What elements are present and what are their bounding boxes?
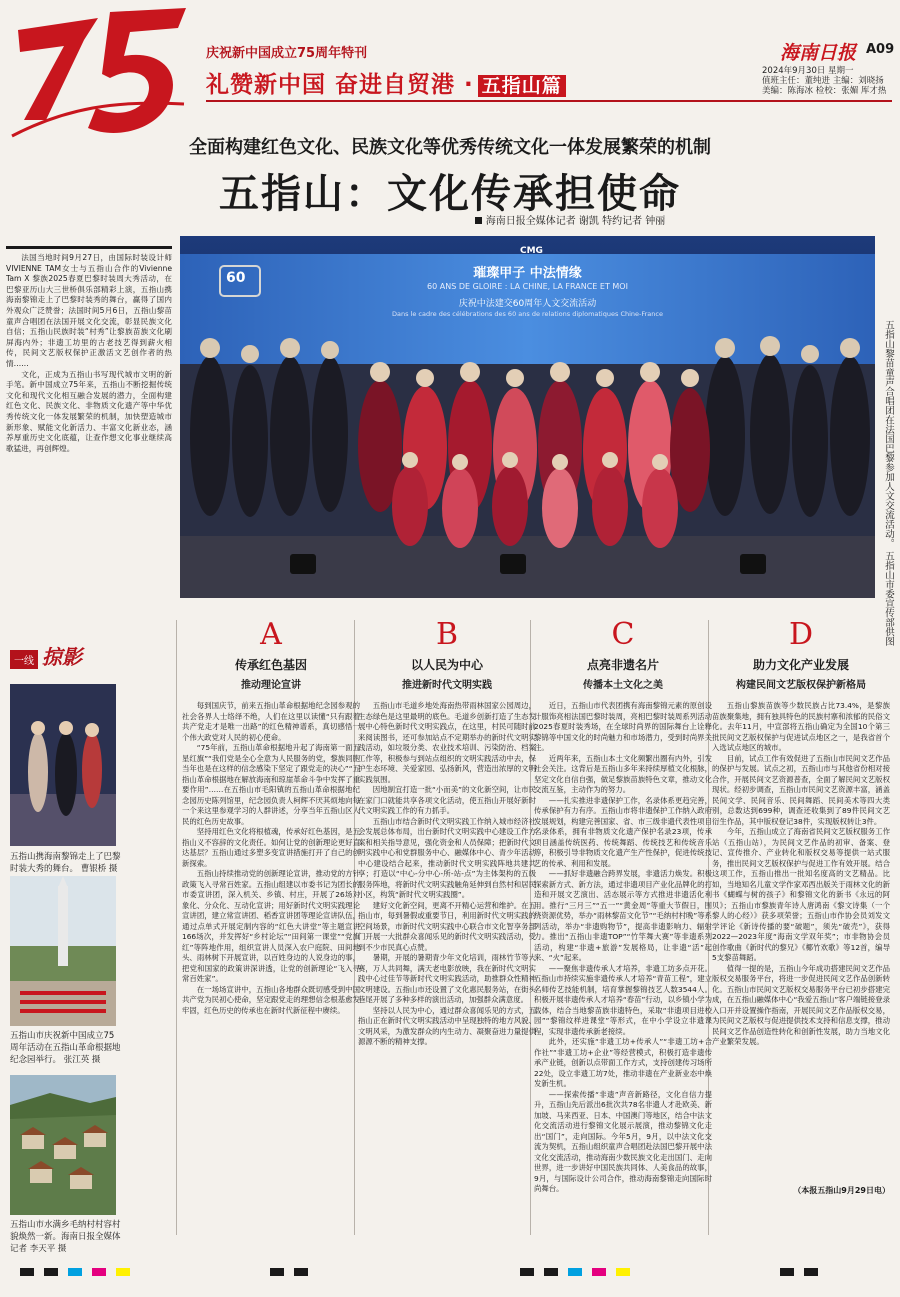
intro-paragraph: 法国当地时间9月27日，由国际时装设计师VIVIENNE TAM女士与五指山合作的Vivienne Tam X 黎族2025春夏巴黎时装周大秀活动，在巴黎亚历山大三世桥俱乐部精彩上演，五指山携海南黎锦走上了巴黎时装秀的舞台，赢得了国内外观众广泛赞誉；法国时间5月6日，五指山黎苗童声合唱团在法国开展文化交流，彰显民族文化自信；五指山民族时装“村秀”让黎族苗族文化刷屏海内外；非遗工坊里的古老技艺得到薪火相传，民间文艺版权保护正激活文艺创作者的热情…… [6, 253, 172, 368]
photo-section-tag: 一线 [10, 650, 38, 669]
photo-caption: 五指山市水满乡毛纳村村容村貌焕然一新。海南日报全媒体记者 李天平 摄 [10, 1220, 121, 1254]
article-subhead: 全面构建红色文化、民族文化等优秀传统文化一体发展繁荣的机制 [189, 137, 711, 158]
section-paragraph: ——扎实推进非遗保护工作，名录体系更趋完善，传承保护有力有序。五指山市将非遗保护工作纳入政府发展规划，构建完善国家、省、市三级非遗代表性项目名录体系，拥有非物质文化遗产保护名录23项，传承项目涵盖传统医药、传统舞蹈、传统技艺和传统音乐等，积极引导非物质文化遗产生产性保护，促进传统技艺的传承、利用和发展。 [534, 795, 712, 868]
design-line: 美编：陈海冰 检校：张媚 厍才热 [762, 86, 887, 96]
section-paragraph: 坚持用红色文化将根植魂，传承好红色基因，是五指山义不容辞的文化责任。如何让党的创新理论更好直达基层？五指山通过多塑多变宣讲措施打开了自己的创新探索。 [182, 827, 360, 868]
anniversary-75-logo [6, 8, 192, 143]
section-paragraph: 五指山市结合新时代文明实践工作纳入城市经济社会发展总体布局，出台新时代文明实践中心建设工作方案和相关指导意见，强化资金和人员保障；把新时代文明实践中心和党群服务中心、融媒体中心、青少年活动中心建设结合起来，推动新时代文明实践阵地共建共享；打造以“中心-分中心-所-站-点”为主体架构的五级服务阵地，将新时代文明实践触角延伸到自然村和居民小区，构筑“新时代文明实践圈”。 [358, 816, 536, 899]
photo-caption: 五指山携海南黎锦走上了巴黎时装大秀的舞台。 曹银桥 摄 [10, 852, 121, 874]
section-title: 传承红色基因 [234, 658, 307, 672]
hero-caption: 五指山黎苗童声合唱团在法国巴黎参加人文交流活动。 五指山市委宣传部供图 [883, 320, 894, 647]
section-paragraph: 近日，五指山市代表团携有海南黎锦元素的原创设计服饰亮相法国巴黎时装周，亮相巴黎时装周系列活动2025春夏时装秀场，在全球时尚界的国际舞台上诠释黎锦等中国文化的时尚魅力和市场潜力，受到时尚界关注。 [534, 701, 712, 752]
section-title: 以人民为中心 [410, 658, 483, 672]
section-subtitle: 推进新时代文明实践 [402, 680, 492, 691]
page-number: A09 [866, 42, 895, 57]
hero-banner-event: 庆祝中法建交60周年人文交流活动 [458, 299, 597, 309]
article-headline: 五指山：文化传承担使命 [219, 170, 681, 217]
section-b [358, 618, 536, 1266]
fashion-show-photo [10, 684, 116, 846]
section-paragraph: “75年前，五指山革命根据地升起了海南第一面五星红旗”“我们党是全心全意为人民服务的党，黎族同胞当年也是在这样的信念感染下坚定了跟党走的决心”“五指山革命根据地在解放海南和琼崖革命斗争中发挥了重要作用”……在五指山市毛阳镇的五指山革命根据地纪念园历史陈列馆里，纪念园负责人柯辉不厌其烦地向每一个来这里参观学习的人群讲述，分享当年五指山区人民的红色历史故事。 [182, 743, 360, 826]
section-paragraph: ——聚焦非遗传承人才培养，非遗工坊多点开花。五指山市持续实施非遗传承人才培养“青苗工程”，建立名师传艺技能机制，培育掌握黎锦技艺人数3544人。积极开展非遗传承人才培养“春苗”行动，以乡镇小学为载体，结合当地黎苗族非遗特色，采取“非遗项目进校园”“黎锦纹样进课堂”等形式，在中小学设立非遗课程，实现非遗传承新老接续。 [534, 963, 712, 1036]
column-divider [176, 620, 177, 1235]
section-subtitle: 构建民间文艺版权保护新格局 [736, 680, 866, 691]
section-paragraph: 近两年来，五指山本土文化频繁出圈有内外，引发社会关注。这背后是五指山多年来持续厚植文化根脉，坚定文化自信自强，做足黎族苗族特色文章，推动文化交流互鉴，主动作为的努力。 [534, 753, 712, 794]
special-issue-slogan [206, 66, 566, 99]
issue-meta [762, 66, 886, 96]
section-letter: A [260, 617, 282, 652]
section-paragraph: ——抓好非遗融合跨界发展，非遗活力焕发。积极探索新方式、新方法，通过非遗项目产业化品牌化的打造和开展文艺演出、活态展示等方式推进非遗活化利用。推行“三月三”“五一”“黄金周”等重大节假日，围绕资源优势，举办“雨林黎苗文化节”“毛纳村村晚”等系列活动，举办“非遗购物节”，提高非遗影响力、辐射力。推出“五指山非遗TOP”“竹竿舞大赛”等非遗系列活动，构建“非遗+旅游”发展格局，让非遗“活”起来、“火”起来。 [534, 869, 712, 962]
intro-paragraph: 文化，正成为五指山书写现代城市文明的新手笔。新中国成立75年来，五指山不断挖掘传统文化和现代文化相互融合发展的潜力，全面构建红色文化、民族文化、非物质文化遗产等中华优秀传统文化一体发展繁荣的机制，加快塑造城市新形象、赋能文化新活力、丰富文化新业态，涵养厚重历史文化底蕴，让查作想文化事业继续高歌猛进，再创辉煌。 [6, 369, 172, 453]
photo-section-header [10, 641, 170, 671]
section-letter: B [435, 617, 459, 652]
hero-banner-french-sub: Dans le cadre des célébrations des 60 ans de relations diplomatiques Chine-France [392, 310, 663, 318]
section-title: 助力文化产业发展 [752, 658, 849, 672]
section-letter: C [611, 617, 635, 652]
section-subtitle: 推动理论宣讲 [241, 680, 301, 691]
hero-photo [180, 236, 875, 598]
hero-banner-title: 璀璨甲子 中法情缘 [473, 266, 582, 281]
article-byline [0, 212, 900, 227]
print-registration-marks [20, 1268, 880, 1276]
hero-banner-french: 60 ANS DE GLOIRE : LA CHINE, LA FRANCE ET MOI [427, 282, 628, 291]
section-paragraph: 此外，还实施“非遗工坊+传承人”“非遗工坊+合作社”“非遗工坊+企业”等经营模式，积极打造非遗传承产业链，创新以点带面工作方式，支持创建传习场所22处，设立非遗工坊7处，推动非遗在产业新业态中焕发新生机。 [534, 1037, 712, 1088]
photo-caption: 五指山市庆祝新中国成立75周年活动在五指山革命根据地纪念园举行。 张江英 摄 [10, 1031, 121, 1065]
section-title: 点亮非遗名片 [586, 658, 659, 672]
section-paragraph: ——探索传播“非遗”声音新路径，文化自信力提升，五指山先后派出6批次共78名非遗人才赴欧美、新加坡、马来西亚、日本、中国澳门等地区，结合中法文化交流活动进行黎锦文化展示展演，推动黎锦文化走出“国门”，走向国际。今年5月，9月，以中法文化交流为契机，五指山组织童声合唱团赴法国巴黎开展中法文化交流活动，推动海南少数民族文化走出国门、走向世界，进一步讲好中国民族共同体、人美食品的故事，9月，与国际设计公司合作，推动海南黎锦走向国际时尚舞台。 [534, 1089, 712, 1193]
section-paragraph: 因地制宜打造一批“小而美”的文化新空间，让市民在家门口就能共享各项文化活动，使五指山开展好新时代文明实践工作的有力抓手。 [358, 785, 536, 815]
section-paragraph: 坚持以人民为中心，通过群众喜闻乐见的方式，五指山正在新时代文明实践活动中呈现独特的地方风貌、文明风采，为激发群众的内生动力、凝聚奋进力量提供源源不断的精神支撑。 [358, 1005, 536, 1046]
photo-section-title: 掠影 [42, 645, 82, 669]
section-paragraph: 建好文化新空间，更离不开精心运营和维护。在五指山市，每到暑假或重要节日，利用新时代文明实践的空间场景，市新时代文明实践中心联合市文化智享务部门开展一大批群众喜闻乐见的新时代文明实践活动，受到不少市民真心点赞。 [358, 900, 536, 952]
slogan-text: 礼赞新中国 奋进自贸港 · [206, 72, 474, 98]
section-paragraph: 五指山持续推动党的创新理论宣讲，推动党的方针政策飞入寻常百姓家。五指山组建以市委书记为团长的市委宣讲团，深入机关、乡镇、村庄，开展了26场对象化、分众化、互动化宣讲；用好新时代文明实践理论宣讲团，建立常宣讲团、稻香宣讲团等理论宣讲队伍，通过点单式开展定制内容的“红色大讲堂”等主题宣讲166场次，并发挥好“乡村论坛”“田间第一课堂”“党旗红”等阵地作用，组织宣讲人员深入农户庭院、田间地头、雨林树下开展宣讲，以百姓身边的人说身边的事，把党和国家的政策讲深讲透，让党的创新理论“飞入寻常百姓家”。 [182, 869, 360, 983]
hero-logo-cmg: CMG [520, 246, 543, 256]
header-divider [206, 100, 892, 102]
section-body [712, 701, 890, 1207]
editor-line: 值班主任：董纯进 主编：刘晓扬 [762, 76, 884, 86]
section-paragraph: 值得一提的是，五指山今年成功搭建民间文艺作品版权交易服务平台，将进一步促进民间文艺作品创新转化。五指山市民间文艺版权交易服务平台已初步搭建完成，在五指山融媒体中心“我爱五指山”客户端链接登录入口开并设置操作指南，开展民间文艺作品版权交易，为民间文艺版权与促进提供技术支持和信息支撑，推动民间文艺作品创造性转化和创新性发展，助力当地文化产业繁荣发展。 [712, 963, 890, 1046]
section-body [182, 701, 360, 1266]
section-c [534, 618, 712, 1266]
special-issue-kicker: 庆祝新中国成立75周年特刊 [206, 46, 368, 61]
section-body [358, 701, 536, 1266]
hero-logo-60: 60 [226, 270, 246, 286]
section-paragraph: 五指山黎族苗族等少数民族占比73.4%，是黎族苗族聚集地，拥有独具特色的民族村寨和浓郁的民俗文化。去年11月，中宣部将五指山确定为全国10个第三批民间文艺版权保护与促进试点地区之一，是我省首个入选试点地区的城市。 [712, 701, 890, 752]
section-paragraph: 五指山市毛道乡地处海南热带雨林国家公园周边，生态绿色是这里最明的底色。毛道乡创新打造了生态发展中心特色新时代文明实践点，在这里，村民可随时前来阅读图书，还可参加站点不定期举办的新时代文明实践活动，如垃圾分类、农业技术培训、污染防治、档案工作等，积极参与到站点组织的文明实践活动中去，保护生态环境、关爱家园、弘扬新风，营造出浓厚的文明实践氛围。 [358, 701, 536, 784]
byline-marker-icon [475, 217, 482, 224]
dateline-credit: （本报五指山9月29日电） [793, 1186, 890, 1195]
section-subtitle: 传播本土文化之美 [583, 680, 663, 691]
section-d [712, 618, 890, 1207]
section-body [534, 701, 712, 1266]
section-paragraph: 每到国庆节，前来五指山革命根据地纪念园参观的社会各界人士络绎不绝，人们在这里以读懂“只有跟着共产党走才是唯一出路”的红色精神谱系，真切感悟一个伟大政党对人民的初心使命。 [182, 701, 360, 742]
byline-text: 海南日报全媒体记者 谢凯 特约记者 钟丽 [485, 216, 666, 227]
section-paragraph: 暑期，开展的暑期青少年文化培训，雨林竹节等大赛，万人共同舞，满天老电影放映，我在新时代文明实践中心过佳节等新时代文明实践活动，助推群众性精神文明建设。五指山市还设置了文化惠民服务站，在街头巷尾开展了多种多样的演出活动，加强群众满意度。 [358, 953, 536, 1004]
section-a [182, 618, 360, 1266]
slogan-highlight: 五指山篇 [478, 75, 566, 97]
date-line: 2024年9月30日 星期一 [762, 66, 854, 76]
village-photo [10, 1075, 116, 1215]
memorial-park-photo [10, 876, 116, 1026]
section-paragraph: 今年，五指山成立了海南省民间文艺版权服务工作站（五指山站），为民间文艺作品的初审、备案、登记、宣传推介、产业转化和版权交易等提供一站式服务，推出民间文艺版权保护与促进工作有效开展。结合这项工作，五指山推出一批知名度高的文艺精品。比如，当地知名儿童文学作家邓西出版关于雨林文化的新书《蝴蝶与树的孩子》和黎锦文化的新书《永远的阿贝》；五指山市黎族青年诗人唐鸿南《黎文诗集（一个黎人的心经）》获多项荣誉；五指山市作协会员刘发文学评论《新诗传播的要“破题”，须先“破壳”》，获得2022—2023年度“海南文学双年奖”；市非物协会员创作歌曲《新时代的黎兄》《椰竹欢歌》等12首，编导5支黎苗舞蹈。 [712, 827, 890, 962]
section-paragraph: 目前，试点工作有效促进了五指山市民间文艺作品的保护与发展。试点之初，五指山市与其他省份相对接合作，开展民间文艺资源普查，全面了解民间文艺版权现状。经初步调查，五指山市民间文艺资源丰富，涵盖民间文学、民间音乐、民间舞蹈、民间美术等四大类别，总数达到699种，调查还收集到了89件民间文艺衍生作品，其中版权登记38件，实现版权转让3件。 [712, 753, 890, 826]
section-letter: D [788, 617, 814, 652]
newspaper-masthead: 海南日报 [780, 42, 857, 64]
intro-lead-column [6, 246, 172, 598]
section-paragraph: 在一场场宣讲中，五指山各地群众既切感受到中国共产党为民初心使命，坚定跟党走的理想信念根基愈发牢固，红色历史的传承也在新时代新征程中赓续。 [182, 984, 360, 1015]
